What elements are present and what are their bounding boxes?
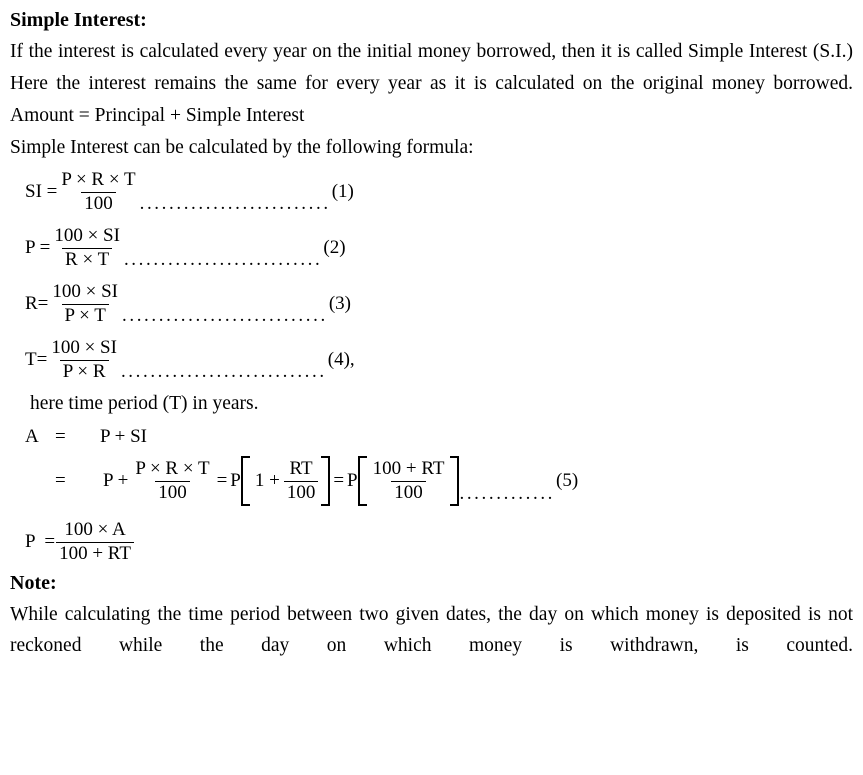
amount-fraction-1-numerator: P × R × T bbox=[135, 457, 210, 479]
formula-principal-number: (2) bbox=[323, 237, 346, 258]
formula-rate-fraction bbox=[49, 282, 121, 326]
amount-derivation bbox=[0, 420, 863, 510]
formula-principal-denominator: R × T bbox=[62, 248, 112, 271]
amount-dot-leader: ............. bbox=[459, 483, 556, 504]
amount-equals-3: = bbox=[216, 470, 228, 491]
formula-rate-number: (3) bbox=[328, 293, 351, 314]
amount-factor-p-1: P bbox=[230, 470, 241, 491]
formula-principal-numerator: 100 × SI bbox=[54, 224, 120, 246]
formula-principal-dot-leader: ........................... bbox=[123, 249, 323, 270]
principal-from-amount-lhs: P = bbox=[25, 531, 56, 552]
formula-principal-fraction bbox=[51, 226, 123, 270]
principal-from-amount-denominator: 100 + RT bbox=[56, 542, 134, 565]
formula-rate-lhs: R= bbox=[25, 293, 49, 314]
amount-factor-p-2: P bbox=[347, 470, 358, 491]
amount-variable: A bbox=[25, 426, 39, 447]
bracket-group-2 bbox=[358, 456, 460, 506]
bracket-group-1 bbox=[241, 456, 330, 506]
amount-expression-1: P + SI bbox=[100, 426, 147, 447]
formula-si-numerator: P × R × T bbox=[61, 168, 136, 190]
amount-term-p: P + bbox=[103, 470, 129, 491]
formula-principal-lhs: P = bbox=[25, 237, 51, 258]
formula-time-dot-leader: ............................ bbox=[120, 361, 327, 382]
formula-si-denominator: 100 bbox=[81, 192, 116, 215]
paragraph-definition: If the interest is calculated every year on the initial money borrowed, then it is called Simple Interest (S.I.) bbox=[10, 41, 853, 62]
bracket-group-2-content bbox=[368, 456, 450, 506]
time-unit-note: here time period (T) in years. bbox=[30, 393, 259, 414]
amount-equals-1: = bbox=[55, 426, 66, 447]
formula-rate-numerator: 100 × SI bbox=[52, 280, 118, 302]
amount-fraction-2-numerator: RT bbox=[289, 457, 313, 479]
formula-time-denominator: P × R bbox=[60, 360, 109, 383]
amount-line-2 bbox=[25, 452, 863, 510]
paragraph-formula-intro: Simple Interest can be calculated by the following formula: bbox=[10, 137, 474, 158]
amount-fraction-1 bbox=[132, 459, 212, 503]
bracket-group-1-content bbox=[251, 456, 320, 506]
amount-line-1 bbox=[25, 422, 863, 452]
principal-from-amount-fraction bbox=[56, 520, 134, 564]
formula-si-fraction bbox=[58, 170, 138, 214]
paragraph-explanation: Here the interest remains the same for every year as it is calculated on the original money borrowed. bbox=[10, 73, 853, 94]
amount-fraction-2-denominator: 100 bbox=[284, 481, 319, 504]
formula-time-fraction bbox=[48, 338, 120, 382]
amount-fraction-1-denominator: 100 bbox=[155, 481, 190, 504]
right-bracket-icon bbox=[321, 456, 330, 506]
formula-si-number: (1) bbox=[331, 181, 354, 202]
paragraph-amount-relation: Amount = Principal + Simple Interest bbox=[10, 105, 305, 126]
formula-si bbox=[25, 164, 863, 220]
left-bracket-icon-2 bbox=[358, 456, 367, 506]
formula-time-lhs: T= bbox=[25, 349, 48, 370]
left-bracket-icon bbox=[241, 456, 250, 506]
formula-list bbox=[0, 164, 863, 388]
page-title: Simple Interest: bbox=[10, 9, 147, 31]
right-bracket-icon-2 bbox=[450, 456, 459, 506]
formula-time bbox=[25, 332, 863, 388]
bracket-1-lead-term: 1 + bbox=[254, 470, 280, 491]
amount-equals-4: = bbox=[333, 470, 345, 491]
amount-fraction-2 bbox=[284, 459, 319, 503]
principal-from-amount bbox=[0, 510, 863, 568]
formula-si-lhs: SI = bbox=[25, 181, 58, 202]
formula-principal bbox=[25, 220, 863, 276]
amount-equals-2: = bbox=[55, 470, 66, 491]
formula-rate-denominator: P × T bbox=[62, 304, 109, 327]
formula-time-number: (4), bbox=[327, 349, 355, 370]
amount-fraction-3-denominator: 100 bbox=[391, 481, 426, 504]
note-heading: Note: bbox=[10, 572, 57, 594]
principal-from-amount-row bbox=[25, 516, 863, 568]
formula-rate-dot-leader: ............................ bbox=[122, 305, 328, 326]
formula-rate bbox=[25, 276, 863, 332]
note-body: While calculating the time period between two given dates, the day on which money is deposited is not reckoned while the day on which money is withdrawn, is counted. bbox=[10, 604, 853, 656]
formula-time-numerator: 100 × SI bbox=[51, 336, 117, 358]
formula-si-dot-leader: .......................... bbox=[139, 193, 331, 214]
amount-formula-number: (5) bbox=[556, 470, 579, 491]
amount-fraction-3-numerator: 100 + RT bbox=[372, 457, 445, 479]
amount-fraction-3 bbox=[370, 459, 448, 503]
principal-from-amount-numerator: 100 × A bbox=[64, 518, 126, 540]
